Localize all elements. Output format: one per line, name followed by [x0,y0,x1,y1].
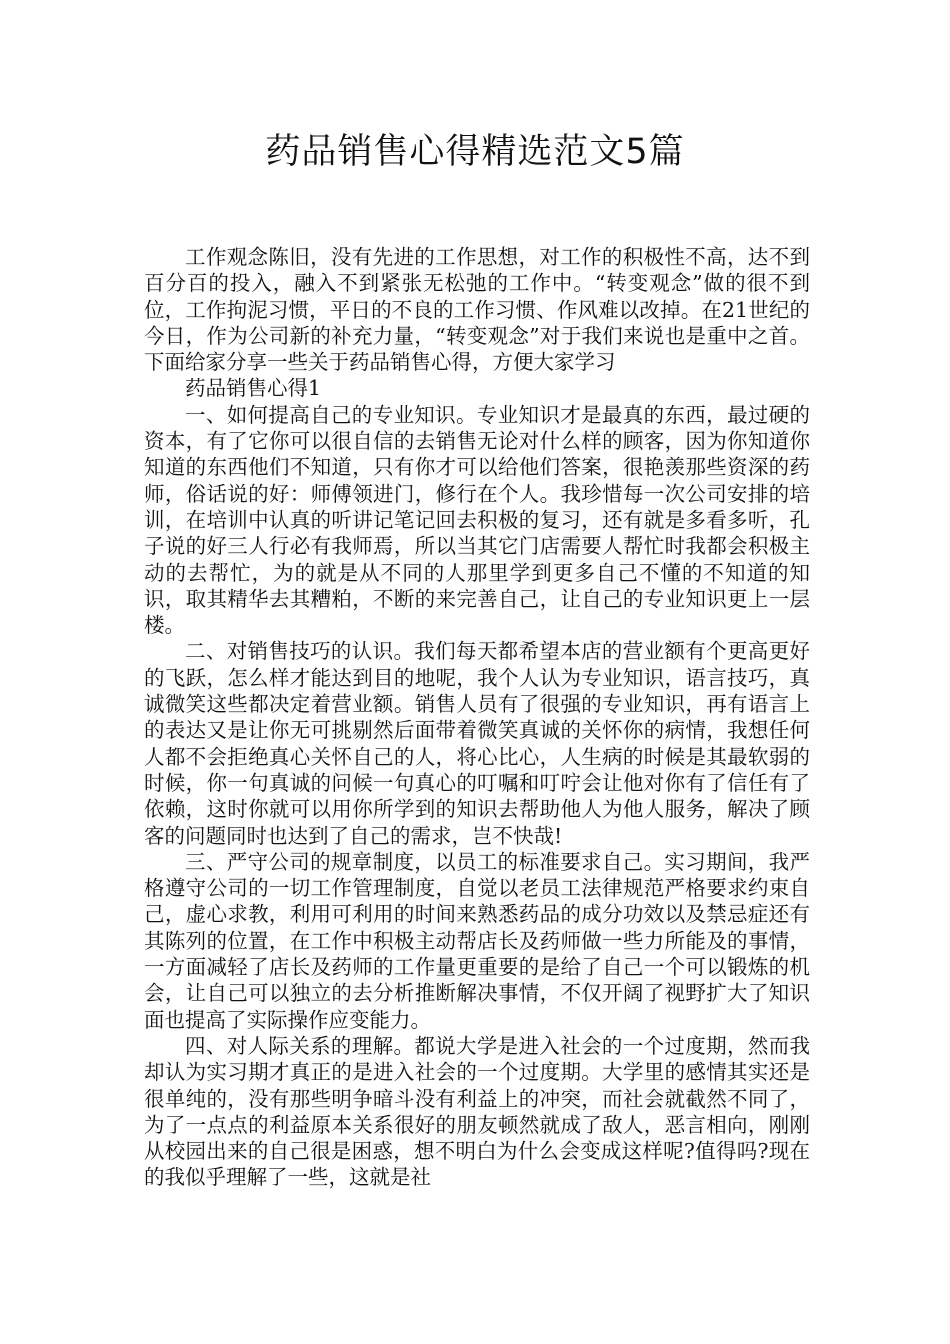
body-paragraph: 一、如何提高自己的专业知识。专业知识才是最真的东西，最过硬的资本，有了它你可以很自信的去销售无论对什么样的顾客，因为你知道你知道的东西他们不知道，只有你才可以给他们答案，很艳羡那些资深的药师，俗话说的好：师傅领进门，修行在个人。我珍惜每一次公司安排的培训，在培训中认真的听讲记笔记回去积极的复习，还有就是多看多听，孔子说的好三人行必有我师焉，所以当其它门店需要人帮忙时我都会积极主动的去帮忙，为的就是从不同的人那里学到更多自己不懂的不知道的知识，取其精华去其糟粕，不断的来完善自己，让自己的专业知识更上一层楼。 [144,402,810,638]
document-title: 药品销售心得精选范文5篇 [265,132,685,172]
body-paragraph: 二、对销售技巧的认识。我们每天都希望本店的营业额有个更高更好的飞跃，怎么样才能达到目的地呢，我个人认为专业知识，语言技巧，真诚微笑这些都决定着营业额。销售人员有了很强的专业知识，再有语言上的表达又是让你无可挑剔然后面带着微笑真诚的关怀你的病情，我想任何人都不会拒绝真心关怀自己的人，将心比心，人生病的时候是其最软弱的时候，你一句真诚的问候一句真心的叮嘱和叮咛会让他对你有了信任有了依赖，这时你就可以用你所学到的知识去帮助他人为他人服务，解决了顾客的问题同时也达到了自己的需求，岂不快哉! [144,639,810,848]
intro-paragraph: 工作观念陈旧，没有先进的工作思想，对工作的积极性不高，达不到百分百的投入，融入不到紧张无松弛的工作中。“转变观念”做的很不到位，工作拘泥习惯，平日的不良的工作习惯、作风难以改掉。在21世纪的今日，作为公司新的补充力量，“转变观念”对于我们来说也是重中之首。下面给家分享一些关于药品销售心得，方便大家学习 [144,245,810,375]
document-body [144,244,810,1191]
body-paragraph: 三、严守公司的规章制度，以员工的标准要求自己。实习期间，我严格遵守公司的一切工作管理制度，自觉以老员工法律规范严格要求约束自己，虚心求教，利用可利用的时间来熟悉药品的成分功效以及禁忌症还有其陈列的位置，在工作中积极主动帮店长及药师做一些力所能及的事情，一方面减轻了店长及药师的工作量更重要的是给了自己一个可以锻炼的机会，让自己可以独立的去分析推断解决事情，不仅开阔了视野扩大了知识面也提高了实际操作应变能力。 [144,849,810,1032]
body-paragraph: 四、对人际关系的理解。都说大学是进入社会的一个过度期，然而我却认为实习期才真正的是进入社会的一个过度期。大学里的感情其实还是很单纯的，没有那些明争暗斗没有利益上的冲突，而社会就截然不同了，为了一点点的利益原本关系很好的朋友顿然就成了敌人，恶言相向，刚刚从校园出来的自己很是困惑，想不明白为什么会变成这样呢?值得吗?现在的我似乎理解了一些，这就是社 [144,1033,810,1190]
section-heading: 药品销售心得1 [185,376,322,401]
